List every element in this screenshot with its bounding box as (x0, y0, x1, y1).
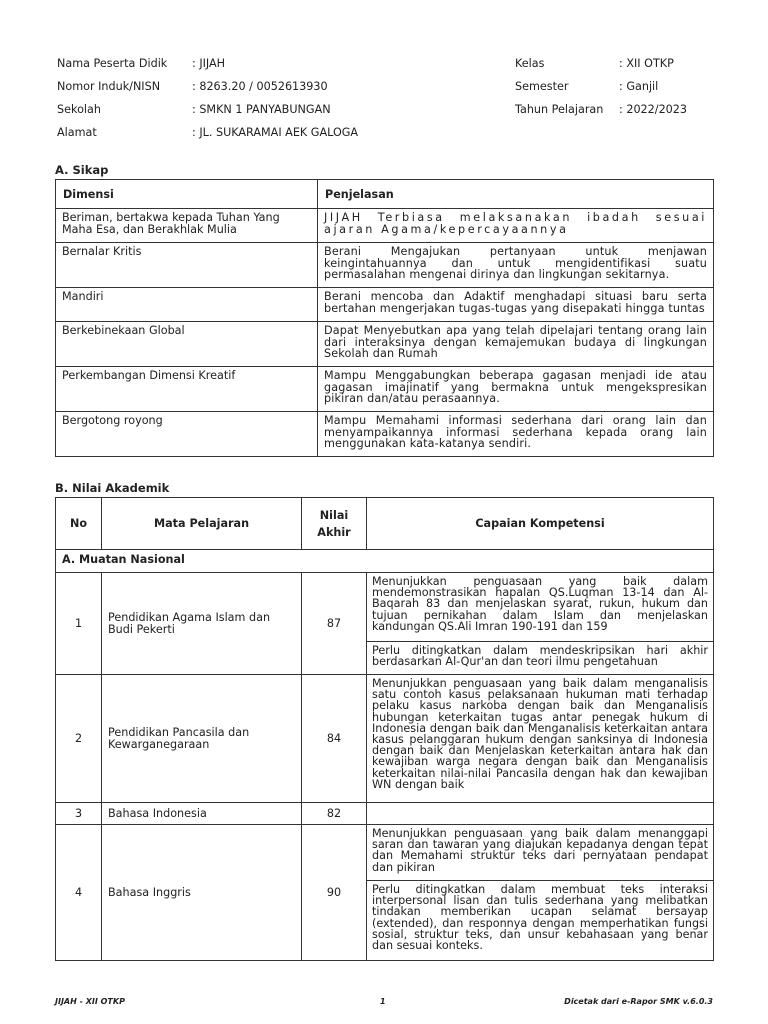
nilai-cell: 84 (302, 675, 367, 803)
capaian-cell (367, 803, 714, 825)
identity-label: Sekolah (57, 103, 101, 116)
column-header-mapel: Mata Pelajaran (102, 498, 302, 550)
identity-value: : JL. SUKARAMAI AEK GALOGA (192, 126, 359, 139)
table-row (56, 209, 714, 243)
capaian-cell: Menunjukkan penguasaan yang baik dalam mendemonstrasikan hapalan QS.Luqman 13-14 dan Al-Baqarah 83 dan menjelaskan syarat, rukun, hukum dan tujuan pernikahan dalam Islam dan menjelaskan kandungan QS.Ali Imran 190-191 dan 159 (367, 573, 714, 642)
mapel-cell: Pendidikan Pancasila dan Kewarganegaraan (102, 675, 302, 803)
penjelasan-cell: Berani mencoba dan Adaktif menghadapi situasi baru serta bertahan mengerjakan tugas-tugas yang disepakati hingga tuntas (318, 288, 714, 322)
footer-page-number: 1 (380, 997, 386, 1006)
footer-printed-by: Dicetak dari e-Rapor SMK v.6.0.3 (564, 997, 713, 1006)
table-row (56, 412, 714, 457)
table-row (56, 243, 714, 288)
column-header-penjelasan: Penjelasan (318, 180, 714, 209)
identity-value: : Ganjil (619, 80, 659, 93)
mapel-cell: Bahasa Indonesia (102, 803, 302, 825)
table-header-row (56, 180, 714, 209)
capaian-cell: Menunjukkan penguasaan yang baik dalam menanggapi saran dan tawaran yang diajukan kepadanya dengan tepat dan Memahami struktur teks dari pernyataan pendapat dan pikiran (367, 825, 714, 881)
column-header-dimensi: Dimensi (56, 180, 318, 209)
no-cell: 2 (56, 675, 102, 803)
identity-value: : 2022/2023 (619, 103, 688, 116)
capaian-cell: Perlu ditingkatkan dalam mendeskripsikan hari akhir berdasarkan Al-Qur'an dan teori ilmu pengetahuan (367, 642, 714, 675)
dimensi-cell: Bernalar Kritis (56, 243, 318, 288)
group-row (56, 550, 714, 573)
identity-label: Tahun Pelajaran (515, 103, 604, 116)
table-row (56, 573, 714, 642)
dimensi-cell: Bergotong royong (56, 412, 318, 457)
mapel-cell: Pendidikan Agama Islam dan Budi Pekerti (102, 573, 302, 675)
section-title-sikap: A. Sikap (55, 163, 109, 177)
group-label: A. Muatan Nasional (56, 550, 714, 573)
penjelasan-cell: JIJAH Terbiasa melaksanakan ibadah sesuai ajaran Agama/kepercayaannya (318, 209, 714, 243)
identity-label: Semester (515, 80, 569, 93)
identity-label: Nama Peserta Didik (57, 57, 168, 70)
table-row (56, 322, 714, 367)
nilai-cell: 90 (302, 825, 367, 961)
identity-value: : 8263.20 / 0052613930 (192, 80, 328, 93)
dimensi-cell: Beriman, bertakwa kepada Tuhan Yang Maha Esa, dan Berakhlak Mulia (56, 209, 318, 243)
identity-label: Kelas (515, 57, 545, 70)
table-row (56, 288, 714, 322)
penjelasan-cell: Mampu Memahami informasi sederhana dari orang lain dan menyampaikannya informasi sederhana kepada orang lain menggunakan kata-katanya sendiri. (318, 412, 714, 457)
footer-student: JIJAH - XII OTKP (55, 997, 125, 1006)
nilai-cell: 87 (302, 573, 367, 675)
no-cell: 4 (56, 825, 102, 961)
table-row (56, 825, 714, 881)
table-row (56, 803, 714, 825)
section-title-nilai: B. Nilai Akademik (55, 481, 170, 495)
penjelasan-cell: Berani Mengajukan pertanyaan untuk menjawan keingintahuannya dan untuk mengidentifikasi suatu permasalahan mengenai dirinya dan lingkungan sekitarnya. (318, 243, 714, 288)
table-header-row (56, 498, 714, 550)
nilai-akademik-table (55, 497, 714, 961)
dimensi-cell: Berkebinekaan Global (56, 322, 318, 367)
dimensi-cell: Mandiri (56, 288, 318, 322)
column-header-capaian: Capaian Kompetensi (367, 498, 714, 550)
penjelasan-cell: Dapat Menyebutkan apa yang telah dipelajari tentang orang lain dari interaksinya dengan kemajemukan budaya di lingkungan Sekolah dan Rumah (318, 322, 714, 367)
identity-label: Nomor Induk/NISN (57, 80, 161, 93)
identity-label: Alamat (57, 126, 97, 139)
column-header-nilai: Nilai Akhir (302, 498, 367, 550)
table-row (56, 367, 714, 412)
column-header-no: No (56, 498, 102, 550)
capaian-cell: Menunjukkan penguasaan yang baik dalam menganalisis satu contoh kasus pelaksanaan hukuman mati terhadap pelaku kasus narkoba dengan baik dan Menganalisis hubungan keterkaitan tugas antar penegak hukum di Indonesia dengan baik dan Menganalisis keterkaitan antara kasus pelanggaran hukum dengan sanksinya di Indonesia dengan baik dan Menjelaskan keterkaitan antara hak dan kewajiban warga negara dengan baik dan Menganalisis keterkaitan nilai-nilai Pancasila dengan hak dan kewajiban WN dengan baik (367, 675, 714, 803)
no-cell: 1 (56, 573, 102, 675)
identity-value: : JIJAH (192, 57, 226, 70)
dimensi-cell: Perkembangan Dimensi Kreatif (56, 367, 318, 412)
penjelasan-cell: Mampu Menggabungkan beberapa gagasan menjadi ide atau gagasan imajinatif yang bermakna untuk mengekspresikan pikiran dan/atau perasaannya. (318, 367, 714, 412)
identity-value: : SMKN 1 PANYABUNGAN (192, 103, 331, 116)
identity-value: : XII OTKP (619, 57, 674, 70)
mapel-cell: Bahasa Inggris (102, 825, 302, 961)
table-row (56, 675, 714, 803)
nilai-cell: 82 (302, 803, 367, 825)
sikap-table (55, 179, 714, 457)
no-cell: 3 (56, 803, 102, 825)
capaian-cell: Perlu ditingkatkan dalam membuat teks interaksi interpersonal lisan dan tulis sederhana yang melibatkan tindakan memberikan ucapan selamat bersayap (extended), dan responnya dengan memperhatikan fungsi sosial, struktur teks, dan unsur kebahasaan yang benar dan sesuai konteks. (367, 881, 714, 961)
